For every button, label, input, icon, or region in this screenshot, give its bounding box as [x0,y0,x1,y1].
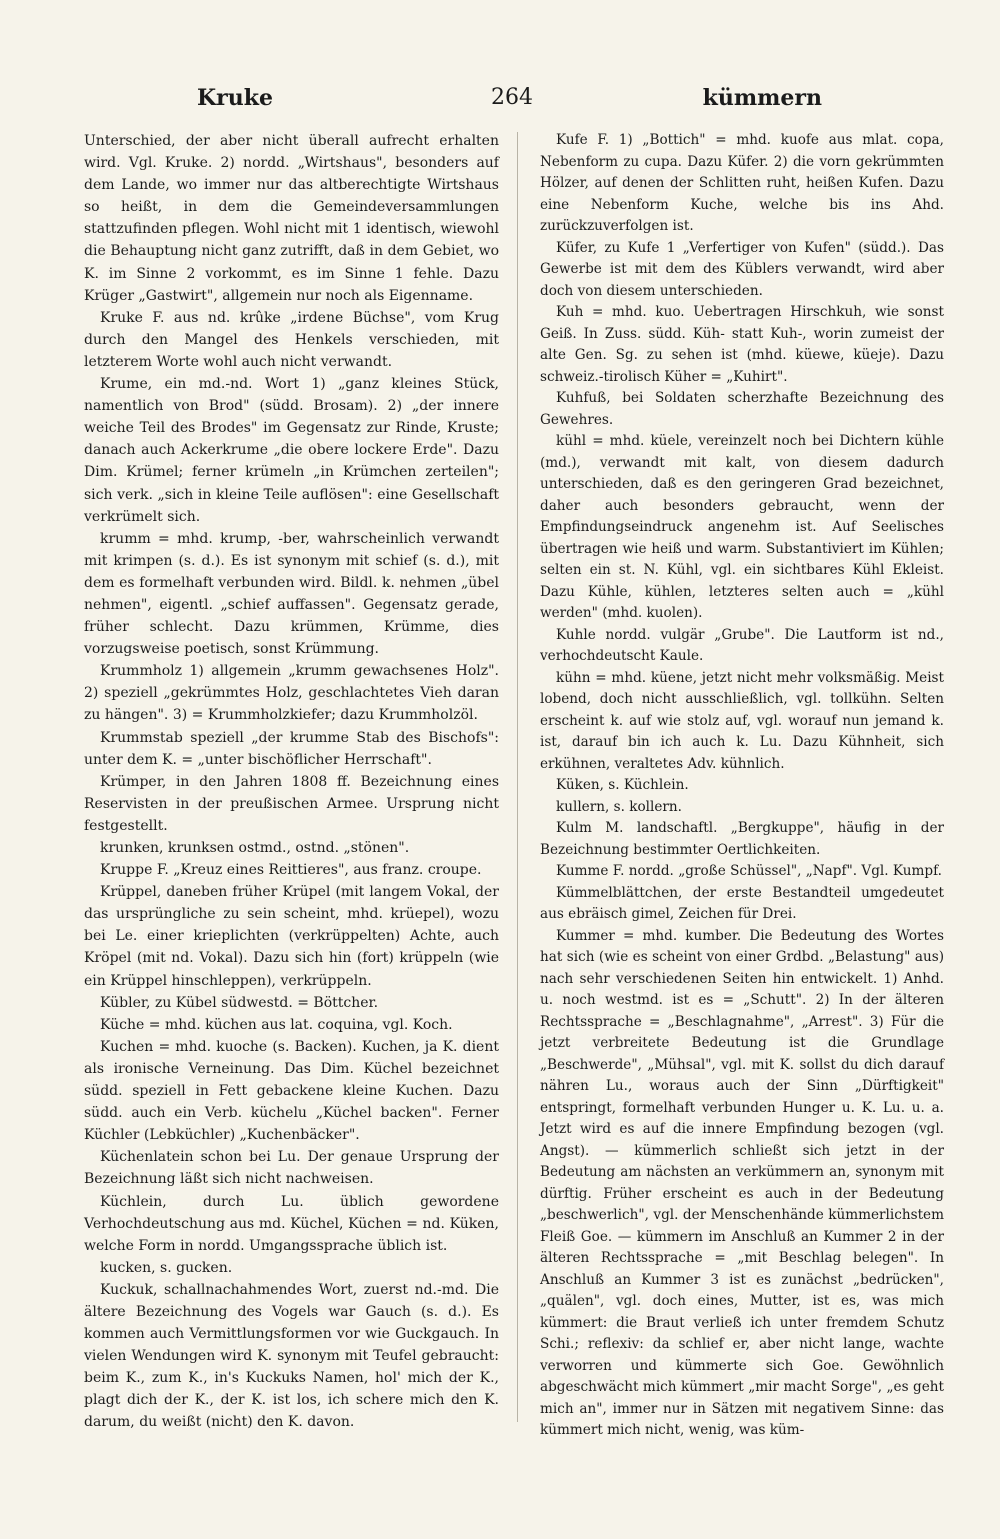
entry-continuation: Unterschied, der aber nicht überall aufrecht erhalten wird. Vgl. Kruke. 2) nordd. „Wirtshaus", besonders auf dem Lande, wo immer nur das altberechtigte Wirtshaus so heißt, in dem die Gemeindeversammlungen stattzufinden pflegen. Wohl nicht mit 1 identisch, wiewohl die Behauptung nicht ganz zutrifft, daß in dem Gebiet, wo K. im Sinne 2 vorkommt, es im Sinne 1 fehle. Dazu Krüger „Gastwirt", allgemein nur noch als Eigenname. [84,133,499,304]
page-header [82,84,942,118]
dictionary-entry: Kuchen = mhd. kuoche (s. Backen). Kuchen, ja K. dient als ironische Verneinung. Das Dim. Küchel bezeichnet südd. speziell in Fett gebackene kleine Kuchen. Dazu südd. auch ein Verb. küchelu „Küchel backen". Ferner Küchler (Lebküchler) „Kuchenbäcker". [84,1038,499,1144]
dictionary-entry: Küchenlatein schon bei Lu. Der genaue Ursprung der Bezeichnung läßt sich nicht nachweisen. [84,1149,499,1188]
dictionary-entry: kühl = mhd. küele, vereinzelt noch bei Dichtern kühle (md.), verwandt mit kalt, von diesem dadurch unterschieden, daß es den geringeren Grad bezeichnet, daher auch besonders gebraucht, wenn der Empfindungseindruck angenehm ist. Auf Seelisches übertragen wie heiß und warm. Substantiviert im Kühlen; selten ein st. N. Kühl, vgl. ein sichtbares Kühl Ekleist. Dazu Kühle, kühlen, letzteres selten auch = „kühl werden" (mhd. kuolen). [540,433,944,621]
dictionary-entry: kullern, s. kollern. [556,798,682,815]
dictionary-entry: Krummholz 1) allgemein „krumm gewachsenes Holz". 2) speziell „gekrümmtes Holz, geschlachtetes Vieh daran zu hängen". 3) = Krummholzkiefer; dazu Krummholzöl. [84,663,499,724]
dictionary-entry: krumm = mhd. krump, -ber, wahrscheinlich verwandt mit krimpen (s. d.). Es ist synonym mit schief (s. d.), mit dem es formelhaft verbunden wird. Bildl. k. nehmen „übel nehmen", eigentl. „schief auffassen". Gegensatz gerade, früher schlecht. Dazu krümmen, Krümme, dies vorzugsweise poetisch, sonst Krümmung. [84,530,499,658]
dictionary-entry: Krüppel, daneben früher Krüpel (mit langem Vokal, der das ursprüngliche zu sein scheint, mhd. krüepel), wozu bei Le. einer krieplichten (verkrüppelten) Achte, auch Kröpel (mit nd. Vokal). Dazu sich hin (fort) krüppeln (wie ein Krüppel hinschleppen), verkrüppeln. [84,884,499,989]
dictionary-entry: Küchlein, durch Lu. üblich gewordene Verhochdeutschung aus md. Küchel, Küchen = nd. Küken, welche Form in nordd. Umgangssprache üblich ist. [84,1193,499,1254]
column-divider [517,132,518,1422]
dictionary-entry: Küken, s. Küchlein. [556,777,689,793]
dictionary-entry: Kummer = mhd. kumber. Die Bedeutung des Wortes hat sich (wie es scheint von einer Grdbd. „Belastung" aus) nach sehr verschiedenen Seiten hin entwickelt. 1) Anhd. u. noch westmd. ist es = „Schutt". 2) In der älteren Rechtssprache = „Beschlagnahme", „Arrest". 3) Für die jetzt verbreitete Bedeutung ist die Grundlage „Beschwerde", „Mühsal", vgl. mit K. sollst du dich darauf nähren Lu., woraus auch der Sinn „Dürftigkeit" entspringt, formelhaft verbunden Hunger u. K. Lu. u. a. Jetzt wird es auf die innere Empfindung bezogen (vgl. Angst). — kümmerlich schließt sich jetzt in der Bedeutung am nächsten an verkümmern an, synonym mit dürftig. Früher erscheint es auch in der Bedeutung „beschwerlich", vgl. der Menschenhände kümmerlichstem Fleiß Goe. — kümmern im Anschluß an Kummer 2 in der älteren Rechtssprache = „mit Beschlag belegen". In Anschluß an Kummer 3 ist es zunächst „bedrücken", „quälen", vgl. doch eines, Mutter, ist es, was mich kümmert: die Braut verließ ich unter fremdem Schutz Schi.; reflexiv: da schlief er, aber nicht lange, wachte verworren und kümmerte sich Goe. Gewöhnlich abgeschwächt mich kümmert „mir macht Sorge", „es geht mich an", immer nur in Sätzen mit negativem Sinne: das kümmert mich nicht, wenig, was küm- [540,927,944,1438]
dictionary-entry: Kübler, zu Kübel südwestd. = Böttcher. [100,994,379,1011]
dictionary-entry: Krummstab speziell „der krumme Stab des Bischofs": unter dem K. = „unter bischöflicher Herrschaft". [84,729,499,768]
dictionary-entry: krunken, krunksen ostmd., ostnd. „stönen". [100,840,410,856]
dictionary-entry: Kuhle nordd. vulgär „Grube". Die Lautform ist nd., verhochdeutscht Kaule. [540,626,944,664]
left-column [84,130,499,1434]
dictionary-entry: Kuh = mhd. kuo. Uebertragen Hirschkuh, wie sonst Geiß. In Zuss. südd. Küh- statt Kuh-, worin zumeist der alte Gen. Sg. zu sehen ist (mhd. küewe, küeje). Dazu schweiz.-tirolisch Küher = „Kuhirt". [540,304,944,385]
right-running-headword: kümmern [702,85,822,111]
dictionary-entry: Krume, ein md.-nd. Wort 1) „ganz kleines Stück, namentlich von Brod" (südd. Brosam). 2) „der innere weiche Teil des Brodes" im Gegensatz zur Rinde, Kruste; danach auch Ackerkrume „die obere lockere Erde". Dazu Dim. Krümel; ferner krümeln „in Krümchen zerteilen"; sich verk. „sich in kleine Teile auflösen": eine Gesellschaft verkrümelt sich. [84,376,499,525]
dictionary-entry: Krümper, in den Jahren 1808 ff. Bezeichnung eines Reservisten in der preußischen Armee. Ursprung nicht festgestellt. [84,773,499,834]
dictionary-entry: Kufe F. 1) „Bottich" = mhd. kuofe aus mlat. copa, Nebenform zu cupa. Dazu Küfer. 2) die vorn gekrümmten Hölzer, auf denen der Schlitten ruht, heißen Kufen. Dazu eine Nebenform Kuche, welche bis ins Ahd. zurückzuverfolgen ist. [540,132,944,234]
dictionary-entry: kühn = mhd. küene, jetzt nicht mehr volksmäßig. Meist lobend, doch nicht ausschließlich, vgl. tollkühn. Selten erscheint k. auf wie stolz auf, vgl. worauf nun jemand k. ist, darauf bin ich auch k. Lu. Dazu Kühnheit, sich erkühnen, veraltetes Adv. kühnlich. [540,669,944,772]
dictionary-entry: Kuckuk, schallnachahmendes Wort, zuerst nd.-md. Die ältere Bezeichnung des Vogels war Gauch (s. d.). Es kommen auch Vermittlungsformen vor wie Guckgauch. In vielen Wendungen wird K. synonym mit Teufel gebraucht: beim K., zum K., in's Kuckuks Namen, hol' mich der K., plagt dich der K., der K. ist los, ich schere mich den K. darum, du weißt (nicht) den K. davon. [84,1281,499,1431]
dictionary-entry: Kuhfuß, bei Soldaten scherzhafte Bezeichnung des Gewehres. [540,390,944,428]
dictionary-entry: Kruppe F. „Kreuz eines Reittieres", aus franz. croupe. [100,862,482,879]
dictionary-entry: Küfer, zu Kufe 1 „Verfertiger von Kufen" (südd.). Das Gewerbe ist mit dem des Küblers verwandt, wird aber doch von diesem unterschieden. [540,239,944,299]
right-column [540,130,944,1442]
dictionary-entry: kucken, s. gucken. [100,1259,233,1276]
dictionary-entry: Kumme F. nordd. „große Schüssel", „Napf". Vgl. Kumpf. [556,863,942,879]
page-number: 264 [491,85,533,110]
dictionary-entry: Kruke F. aus nd. krûke „irdene Büchse", vom Krug durch den Mangel des Henkels verschieden, mit letzterem Worte wohl auch nicht verwandt. [84,309,499,370]
dictionary-entry: Kulm M. landschaftl. „Bergkuppe", häufig in der Bezeichnung bestimmter Oertlichkeiten. [540,820,944,858]
dictionary-entry: Kümmelblättchen, der erste Bestandteil umgedeutet aus ebräisch gimel, Zeichen für Drei. [540,884,944,922]
dictionary-entry: Küche = mhd. küchen aus lat. coquina, vgl. Koch. [100,1016,453,1033]
left-running-headword: Kruke [197,85,273,111]
